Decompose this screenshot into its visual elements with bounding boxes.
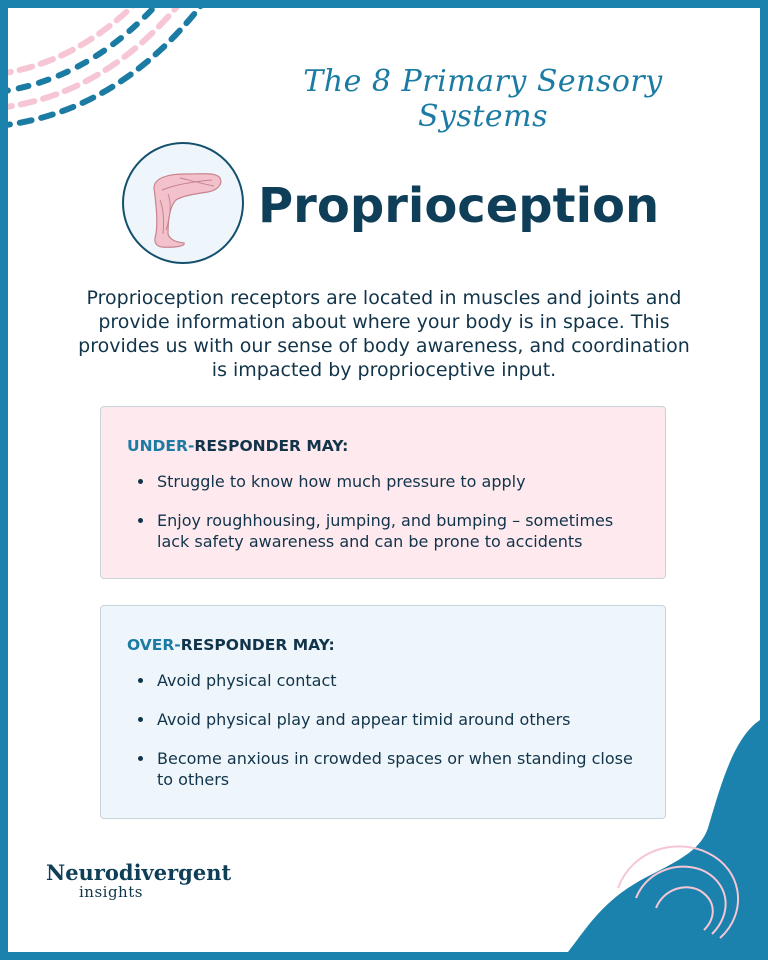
over-suffix: RESPONDER MAY: xyxy=(180,636,335,654)
intro-description: Proprioception receptors are located in muscles and joints and provide information about where your body is in space. This provides us with our sense of body awareness, and coordination is impacted by proprioceptive input. xyxy=(78,287,690,381)
under-responder-panel xyxy=(100,406,666,579)
under-suffix: RESPONDER MAY: xyxy=(194,437,349,455)
list-item: • Struggle to know how much pressure to apply xyxy=(155,471,641,492)
over-prefix: OVER- xyxy=(127,636,181,654)
list-item: • Avoid physical contact xyxy=(155,670,641,691)
under-responder-heading xyxy=(127,437,641,455)
under-responder-list xyxy=(127,471,641,552)
over-responder-heading xyxy=(127,636,641,654)
list-item: • Enjoy roughhousing, jumping, and bumping – sometimes lack safety awareness and can be prone to accidents xyxy=(155,510,641,552)
list-item: • Avoid physical play and appear timid around others xyxy=(155,709,641,730)
logo-name: Neurodivergent xyxy=(46,860,232,885)
under-prefix: UNDER- xyxy=(127,437,195,455)
over-responder-panel xyxy=(100,605,666,819)
series-subtitle: The 8 Primary Sensory Systems xyxy=(303,64,663,134)
over-responder-list xyxy=(127,670,641,790)
list-item: • Become anxious in crowded spaces or when standing close to others xyxy=(155,748,641,790)
leg-muscles-icon xyxy=(122,142,244,264)
brand-logo xyxy=(46,860,231,901)
page-title: Proprioception xyxy=(258,178,660,234)
content-panel xyxy=(8,8,760,952)
logo-tagline: insights xyxy=(79,883,143,901)
